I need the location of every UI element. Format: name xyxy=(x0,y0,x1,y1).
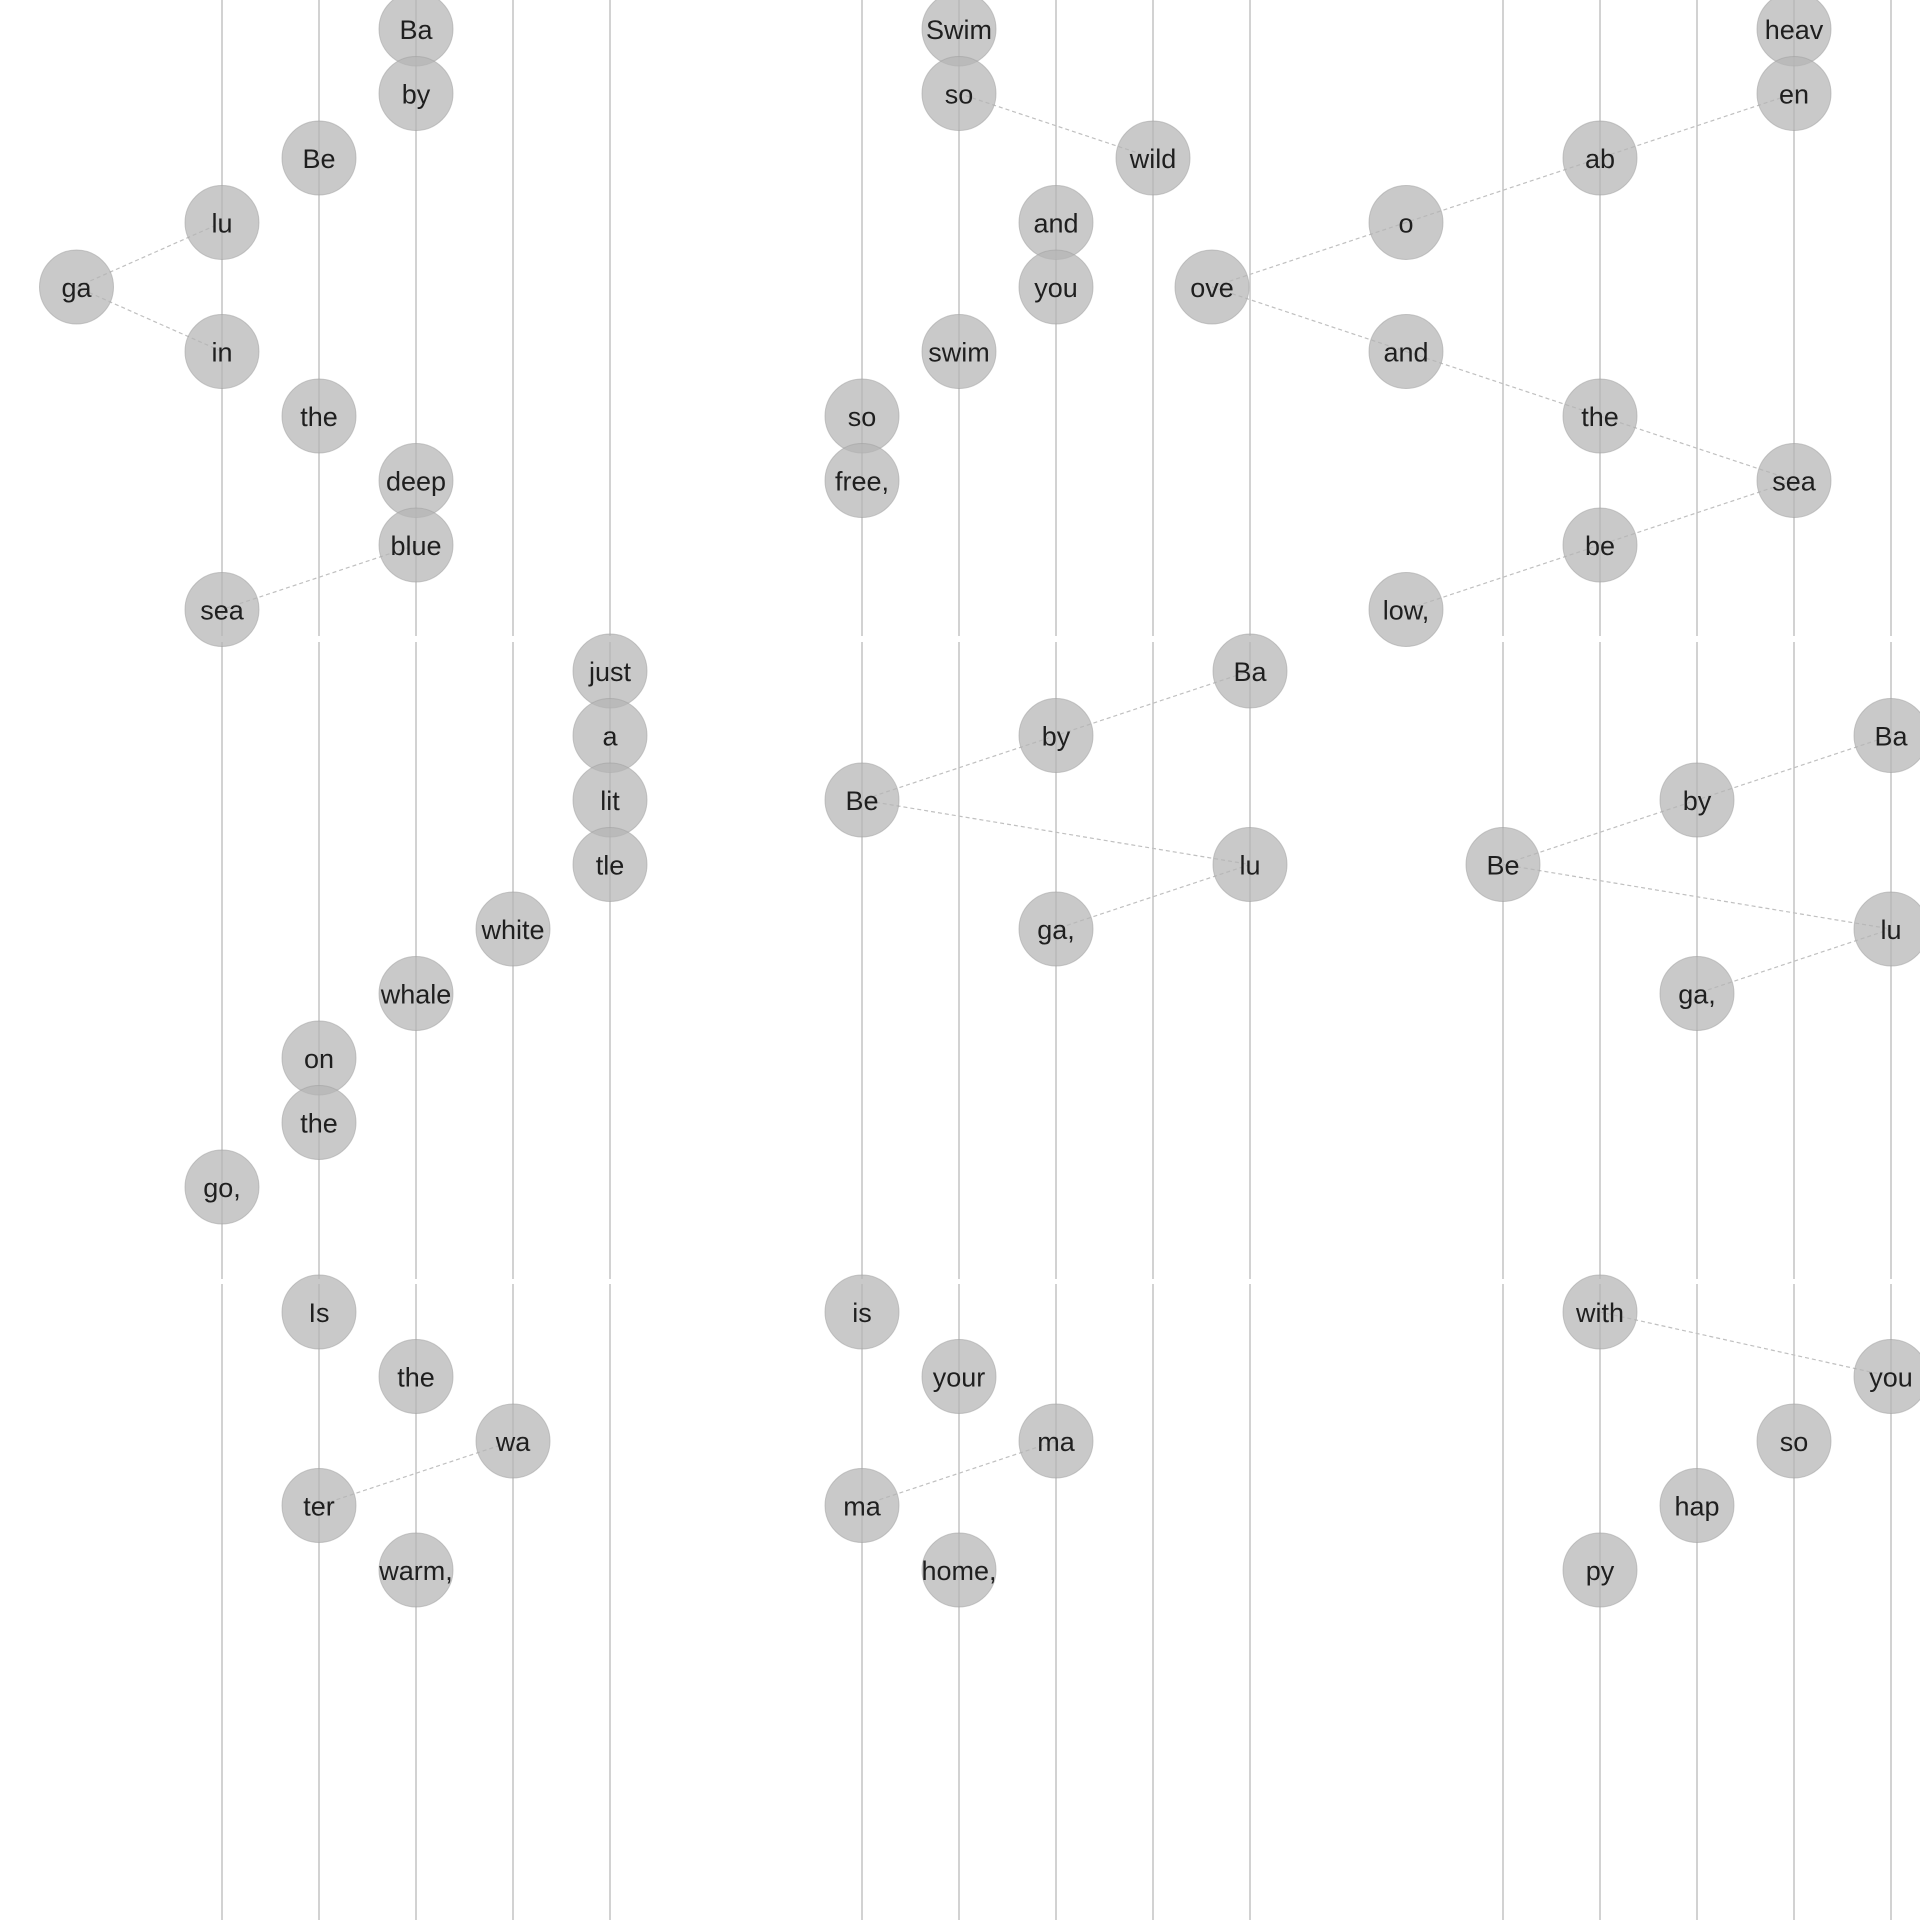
syllable-note xyxy=(1563,508,1637,582)
syllable-note xyxy=(1019,186,1093,260)
syllable-text: en xyxy=(1778,79,1810,110)
syllable-note xyxy=(1854,1340,1920,1414)
syllable-note xyxy=(379,444,453,518)
syllable-note xyxy=(573,828,647,902)
syllable-text: with xyxy=(1575,1298,1625,1328)
syllable-text: o xyxy=(1398,208,1414,239)
syllable-text: your xyxy=(932,1362,986,1393)
syllable-text: in xyxy=(211,337,233,368)
syllable-text: on xyxy=(303,1044,335,1074)
syllable-text: sea xyxy=(1772,466,1816,497)
syllable-note xyxy=(825,763,899,837)
syllable-note xyxy=(476,892,550,966)
slur-line xyxy=(1600,1312,1891,1377)
syllable-text: white xyxy=(481,915,545,945)
syllable-text: go, xyxy=(203,1173,241,1203)
syllable-note xyxy=(1369,315,1443,389)
syllable-note xyxy=(1563,1533,1637,1607)
syllable-text: ter xyxy=(303,1491,335,1522)
syllable-text: lit xyxy=(600,786,620,816)
syllable-text: lu xyxy=(211,208,233,239)
syllable-text: ga, xyxy=(1037,915,1075,945)
syllable-note xyxy=(1019,892,1093,966)
syllable-text: and xyxy=(1033,208,1079,239)
syllable-text: heav xyxy=(1764,15,1824,45)
syllable-note xyxy=(1213,828,1287,902)
syllable-text: Be xyxy=(845,786,879,816)
syllable-note xyxy=(379,957,453,1031)
syllable-note xyxy=(282,379,356,453)
syllable-note xyxy=(1854,892,1920,966)
syllable-text: the xyxy=(397,1362,435,1393)
syllable-note xyxy=(282,121,356,195)
syllable-note xyxy=(1369,186,1443,260)
syllable-note xyxy=(1019,1404,1093,1478)
syllable-text: py xyxy=(1585,1556,1615,1586)
syllable-text: ma xyxy=(1037,1427,1075,1457)
syllable-note xyxy=(825,444,899,518)
syllable-text: a xyxy=(602,721,618,752)
syllable-text: Is xyxy=(308,1298,330,1328)
syllable-text: is xyxy=(852,1298,872,1328)
syllable-note xyxy=(573,634,647,708)
syllable-text: be xyxy=(1584,531,1616,561)
syllable-note xyxy=(379,57,453,131)
syllable-text: ab xyxy=(1584,144,1616,174)
syllable-text: tle xyxy=(595,850,625,881)
syllable-note xyxy=(1019,250,1093,324)
syllable-text: Ba xyxy=(399,15,433,45)
syllable-text: lu xyxy=(1880,915,1902,945)
syllable-note xyxy=(1757,57,1831,131)
syllable-note xyxy=(825,1469,899,1543)
syllable-text: ma xyxy=(843,1491,881,1522)
syllable-note xyxy=(379,508,453,582)
syllable-note xyxy=(825,379,899,453)
syllable-note xyxy=(282,1021,356,1095)
syllable-text: lu xyxy=(1239,850,1261,881)
syllable-note xyxy=(1116,121,1190,195)
syllable-text: deep xyxy=(385,466,447,497)
syllable-note xyxy=(1369,573,1443,647)
syllable-text: home, xyxy=(921,1556,997,1586)
syllable-text: hap xyxy=(1674,1491,1720,1522)
syllable-note xyxy=(573,699,647,773)
syllable-text: just xyxy=(588,657,632,687)
syllable-note xyxy=(1175,250,1249,324)
syllable-note xyxy=(1213,634,1287,708)
syllable-text: the xyxy=(300,1108,338,1139)
syllable-text: by xyxy=(1682,786,1712,816)
syllable-text: Be xyxy=(1486,850,1520,881)
syllable-text: you xyxy=(1034,273,1078,303)
syllable-text: free, xyxy=(834,466,890,497)
syllable-note xyxy=(1563,379,1637,453)
syllable-text: whale xyxy=(380,979,452,1010)
syllable-note xyxy=(185,1150,259,1224)
syllable-note xyxy=(1854,699,1920,773)
syllable-text: sea xyxy=(200,595,244,626)
syllable-text: by xyxy=(401,79,431,110)
syllable-note xyxy=(922,1340,996,1414)
syllable-text: warm, xyxy=(379,1556,453,1586)
syllable-text: Swim xyxy=(926,15,992,45)
syllable-note xyxy=(282,1469,356,1543)
syllable-text: Ba xyxy=(1874,721,1908,752)
syllable-note xyxy=(922,315,996,389)
syllable-note xyxy=(921,1533,996,1607)
syllable-notes xyxy=(40,0,1920,1607)
syllable-note xyxy=(1466,828,1540,902)
syllable-text: blue xyxy=(390,531,442,561)
syllable-text: wa xyxy=(495,1427,531,1457)
syllable-note xyxy=(282,1275,356,1349)
syllable-note xyxy=(40,250,114,324)
syllable-text: you xyxy=(1869,1362,1913,1393)
syllable-note xyxy=(1757,1404,1831,1478)
syllable-text: and xyxy=(1383,337,1429,368)
syllable-note xyxy=(476,1404,550,1478)
syllable-note xyxy=(573,763,647,837)
syllable-note xyxy=(282,1086,356,1160)
syllable-note xyxy=(825,1275,899,1349)
syllable-text: wild xyxy=(1129,144,1177,174)
syllable-text: low, xyxy=(1382,595,1430,626)
syllable-note xyxy=(1563,1275,1637,1349)
syllable-note xyxy=(1660,763,1734,837)
syllable-note xyxy=(1019,699,1093,773)
syllable-text: ga, xyxy=(1678,979,1716,1010)
syllable-note xyxy=(185,573,259,647)
syllable-text: ga xyxy=(61,273,92,303)
syllable-note xyxy=(185,186,259,260)
syllable-note xyxy=(1757,444,1831,518)
syllable-note xyxy=(1660,1469,1734,1543)
syllable-text: Ba xyxy=(1233,657,1267,687)
syllable-text: swim xyxy=(928,337,990,368)
syllable-text: so xyxy=(847,402,877,432)
syllable-text: by xyxy=(1041,721,1071,752)
syllable-note xyxy=(922,57,996,131)
syllable-text: Be xyxy=(302,144,336,174)
syllable-note xyxy=(1660,957,1734,1031)
syllable-note xyxy=(379,1340,453,1414)
syllable-text: ove xyxy=(1190,273,1234,303)
syllable-text: so xyxy=(1779,1427,1809,1457)
syllable-note xyxy=(185,315,259,389)
syllable-note xyxy=(378,1533,453,1607)
syllable-text: the xyxy=(300,402,338,432)
syllable-note xyxy=(1563,121,1637,195)
syllable-text: the xyxy=(1581,402,1619,432)
syllable-text: so xyxy=(944,79,974,110)
